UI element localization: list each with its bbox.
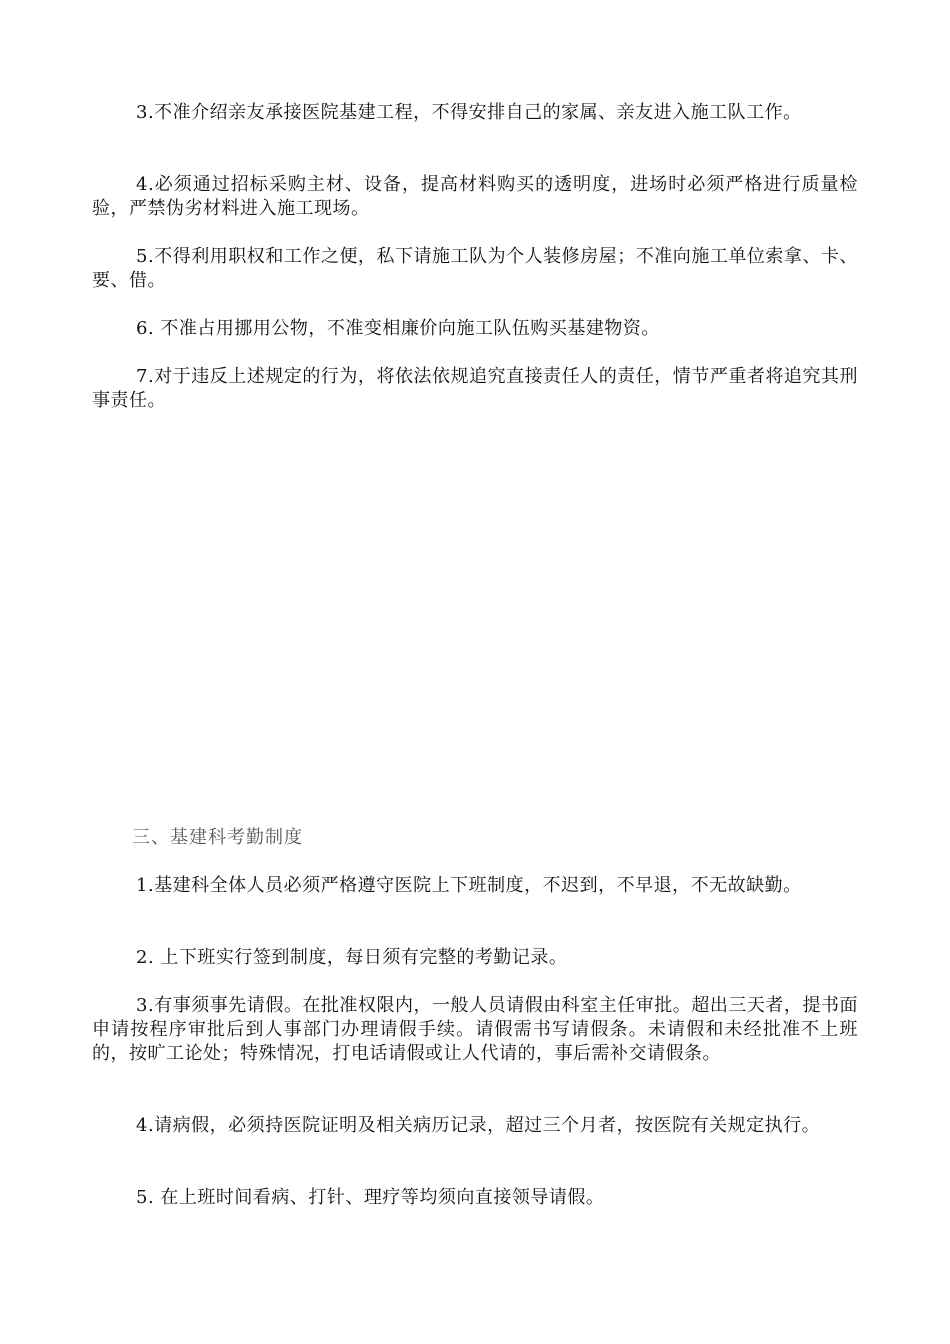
attendance-item-4: 4.请病假，必须持医院证明及相关病历记录，超过三个月者，按医院有关规定执行。 <box>136 1115 821 1136</box>
attendance-item-3: 3.有事须事先请假。在批准权限内，一般人员请假由科室主任审批。超出三天者，提书面申请按程序审批后到人事部门办理请假手续。请假需书写请假条。未请假和未经批准不上班的，按旷工论处；特殊情况，打电话请假或让人代请的，事后需补交请假条。 <box>92 995 858 1064</box>
rule-item-3: 3.不准介绍亲友承接医院基建工程，不得安排自己的家属、亲友进入施工队工作。 <box>136 102 802 123</box>
attendance-item-1: 1.基建科全体人员必须严格遵守医院上下班制度，不迟到，不早退，不无故缺勤。 <box>136 875 802 896</box>
rule-item-6: 6. 不准占用挪用公物，不准变相廉价向施工队伍购买基建物资。 <box>136 318 660 339</box>
rule-item-5: 5.不得利用职权和工作之便，私下请施工队为个人装修房屋；不准向施工单位索拿、卡、要、借。 <box>92 246 858 291</box>
section-heading-attendance: 三、基建科考勤制度 <box>132 827 303 848</box>
rule-item-7: 7.对于违反上述规定的行为，将依法依规追究直接责任人的责任，情节严重者将追究其刑事责任。 <box>92 366 858 411</box>
rule-item-4: 4.必须通过招标采购主材、设备，提高材料购买的透明度，进场时必须严格进行质量检验，严禁伪劣材料进入施工现场。 <box>92 174 858 219</box>
attendance-item-2: 2. 上下班实行签到制度，每日须有完整的考勤记录。 <box>136 947 568 968</box>
attendance-item-5: 5. 在上班时间看病、打针、理疗等均须向直接领导请假。 <box>136 1187 605 1208</box>
